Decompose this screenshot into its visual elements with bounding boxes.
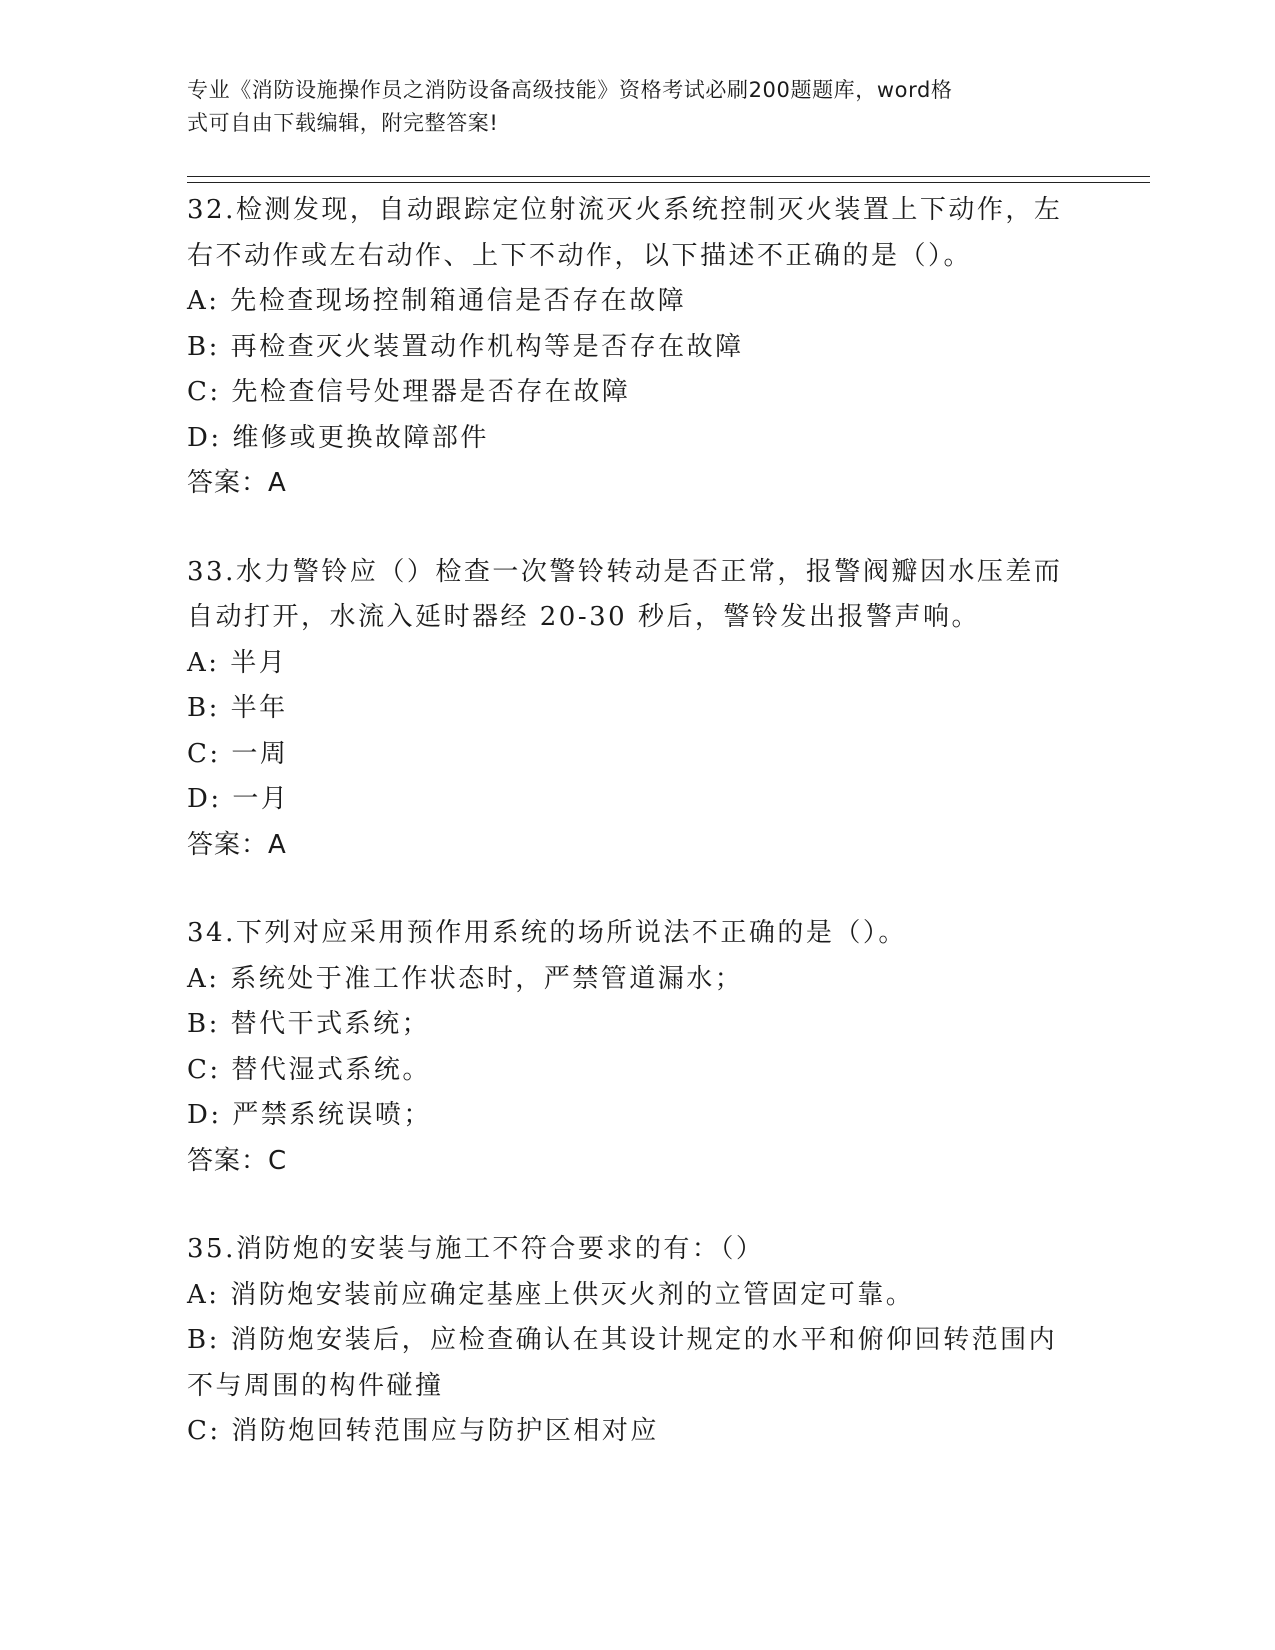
answer: 答案：A <box>187 829 287 860</box>
answer: 答案：C <box>187 1145 288 1176</box>
question-35 <box>187 1227 1087 1455</box>
option-b: B: 再检查灭火装置动作机构等是否存在故障 <box>187 331 744 362</box>
stem-line: 自动打开，水流入延时器经 20-30 秒后，警铃发出报警声响。 <box>187 602 980 632</box>
option-c: C: 先检查信号处理器是否存在故障 <box>187 377 631 407</box>
header-line-2: 式可自由下载编辑，附完整答案! <box>187 111 499 135</box>
option-a: A: 消防炮安装前应确定基座上供灭火剂的立管固定可靠。 <box>187 1279 915 1310</box>
question-stem <box>187 911 1087 957</box>
option-d: D: 严禁系统误喷； <box>187 1100 432 1130</box>
option-a: A: 先检查现场控制箱通信是否存在故障 <box>187 286 687 316</box>
option-d: D: 一月 <box>187 784 290 814</box>
stem-line: 35.消防炮的安装与施工不符合要求的有：（） <box>187 1234 765 1264</box>
question-list <box>187 188 1087 1498</box>
option-c: C: 一周 <box>187 738 289 769</box>
option-b: B: 半年 <box>187 693 288 723</box>
question-stem <box>187 1227 1087 1273</box>
stem-line: 34.下列对应采用预作用系统的场所说法不正确的是（）。 <box>187 918 907 948</box>
answer: 答案：A <box>187 468 287 498</box>
header-line-1: 专业《消防设施操作员之消防设备高级技能》资格考试必刷200题题库，word格 <box>187 78 953 102</box>
option-b: B: 消防炮安装后，应检查确认在其设计规定的水平和俯仰回转范围内 <box>187 1325 1058 1355</box>
stem-line: 32.检测发现，自动跟踪定位射流灭火系统控制灭火装置上下动作，左 <box>187 195 1063 225</box>
option-a: A: 半月 <box>187 647 288 678</box>
header-divider-top <box>187 176 1150 177</box>
stem-line: 33.水力警铃应（）检查一次警铃转动是否正常，报警阀瓣因水压差而 <box>187 556 1063 587</box>
question-32 <box>187 188 1087 507</box>
document-header <box>187 74 1067 140</box>
option-b: B: 替代干式系统； <box>187 1009 431 1039</box>
option-a: A: 系统处于准工作状态时，严禁管道漏水； <box>187 963 744 994</box>
option-d: D: 维修或更换故障部件 <box>187 422 489 453</box>
question-stem <box>187 550 1087 641</box>
question-34 <box>187 911 1087 1184</box>
option-c: C: 消防炮回转范围应与防护区相对应 <box>187 1416 659 1446</box>
option-c: C: 替代湿式系统。 <box>187 1054 431 1085</box>
question-stem <box>187 188 1087 279</box>
question-33 <box>187 550 1087 869</box>
option-b-continued: 不与周围的构件碰撞 <box>187 1370 444 1401</box>
header-divider-bottom <box>187 182 1150 183</box>
stem-line: 右不动作或左右动作、上下不动作，以下描述不正确的是（）。 <box>187 240 973 271</box>
